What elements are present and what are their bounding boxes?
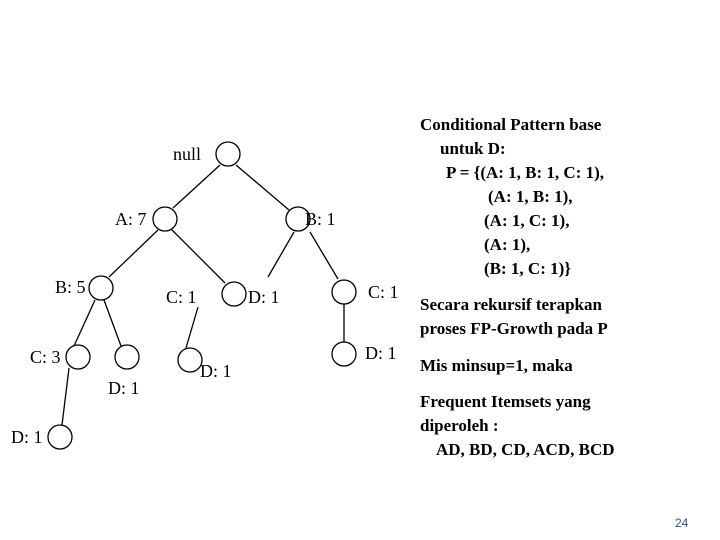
cpb-title-line2: untuk D: [440,139,506,158]
node-d1-c1 [178,348,202,372]
label-c3: C: 3 [30,347,61,367]
cpb-pattern-line4: (A: 1), [484,235,531,254]
label-c1-right: C: 1 [368,282,399,302]
label-d1-c1: D: 1 [200,361,232,381]
node-null [216,142,240,166]
cpb-pattern-line3: (A: 1, C: 1), [484,211,570,230]
cpb-pattern-line2: (A: 1, B: 1), [488,187,573,206]
edge-c1-d1 [186,307,198,348]
page-number: 24 [675,516,689,530]
label-c1-mid: C: 1 [166,287,197,307]
label-b1: B: 1 [305,209,336,229]
label-a7: A: 7 [115,209,147,229]
edge-null-a7 [173,165,220,208]
minsup-note [420,354,710,378]
edge-c3-d1 [62,368,69,425]
node-b5 [89,276,113,300]
node-c3 [66,345,90,369]
edge-a7-b5 [109,230,158,277]
edge-b5-c3 [74,300,95,346]
node-a7 [153,207,177,231]
edge-a7-c1 [170,228,225,283]
recursive-line1: Secara rekursif terapkan [420,295,602,314]
edge-b1-c1 [310,232,338,279]
edge-b5-d1 [104,300,121,346]
recursive-note [420,293,710,341]
label-d1-c3: D: 1 [11,427,43,447]
label-d1-b5: D: 1 [108,378,140,398]
frequent-line3: AD, BD, CD, ACD, BCD [436,440,615,459]
frequent-itemsets [420,390,710,462]
edge-b1-d1 [268,232,294,277]
recursive-line2: proses FP-Growth pada P [420,319,608,338]
label-d1-mid: D: 1 [248,287,280,307]
cpb-title-line1: Conditional Pattern base [420,115,602,134]
label-b5: B: 5 [55,277,86,297]
frequent-line1: Frequent Itemsets yang [420,392,591,411]
node-c1-mid [222,282,246,306]
node-d1-b5 [115,345,139,369]
conditional-pattern-base [420,113,700,281]
cpb-pattern-line5: (B: 1, C: 1)} [484,259,571,278]
edge-null-b1 [236,165,289,210]
label-d1-right: D: 1 [365,343,397,363]
node-d1-right [332,342,356,366]
node-d1-c3 [48,425,72,449]
frequent-line2: diperoleh : [420,416,499,435]
cpb-pattern-line1: P = {(A: 1, B: 1, C: 1), [446,163,605,182]
node-c1-right [332,280,356,304]
label-null: null [173,144,202,164]
minsup-line: Mis minsup=1, maka [420,356,573,375]
